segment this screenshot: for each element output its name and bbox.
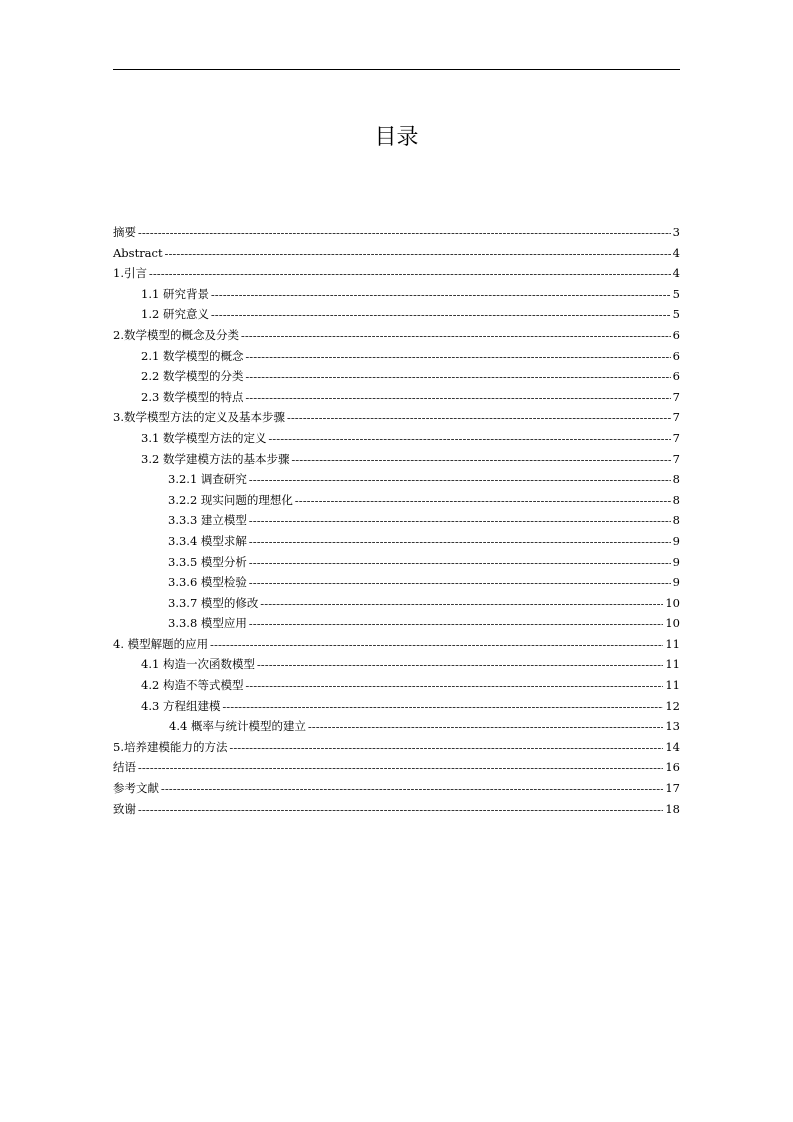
- toc-entry[interactable]: [113, 737, 680, 758]
- toc-entry-label: 3.3.3 建立模型: [168, 513, 247, 528]
- toc-leader-dashes: [287, 408, 671, 429]
- toc-page-number: 11: [665, 678, 680, 693]
- toc-leader-dashes: [165, 244, 671, 265]
- toc-entry-label: 5.培养建模能力的方法: [113, 739, 228, 754]
- toc-page-number: 4: [672, 245, 680, 260]
- toc-page-number: 8: [672, 492, 680, 507]
- toc-entry[interactable]: [113, 634, 680, 655]
- toc-entry[interactable]: [113, 243, 680, 264]
- toc-entry-label: 结语: [113, 760, 136, 775]
- toc-leader-dashes: [211, 305, 671, 326]
- toc-entry-label: 4.2 构造不等式模型: [141, 678, 244, 693]
- toc-entry[interactable]: [113, 263, 680, 284]
- toc-entry[interactable]: [113, 531, 680, 552]
- toc-entry-label: 3.3.5 模型分析: [168, 554, 247, 569]
- toc-page-number: 14: [665, 739, 680, 754]
- toc-page-number: 3: [672, 225, 680, 239]
- toc-page-number: 17: [665, 781, 680, 796]
- toc-leader-dashes: [249, 573, 671, 594]
- toc-entry[interactable]: [113, 346, 680, 367]
- toc-leader-dashes: [249, 614, 663, 635]
- toc-leader-dashes: [260, 594, 663, 615]
- toc-page-number: 7: [672, 410, 680, 425]
- toc-leader-dashes: [245, 676, 663, 697]
- toc-entry-label: 致谢: [113, 801, 136, 816]
- toc-leader-dashes: [291, 450, 670, 471]
- toc-entry-label: 3.2 数学建模方法的基本步骤: [141, 451, 290, 466]
- toc-entry[interactable]: [113, 696, 680, 717]
- toc-leader-dashes: [245, 388, 670, 409]
- toc-leader-dashes: [249, 470, 671, 491]
- toc-leader-dashes: [295, 491, 671, 512]
- toc-leader-dashes: [138, 223, 671, 244]
- toc-entry-label: 4.3 方程组建模: [141, 698, 221, 713]
- toc-entry-label: 3.3.7 模型的修改: [168, 595, 259, 610]
- toc-leader-dashes: [229, 738, 663, 759]
- toc-entry[interactable]: [113, 654, 680, 675]
- toc-entry[interactable]: [113, 304, 680, 325]
- toc-entry-label: 3.3.6 模型检验: [168, 575, 247, 590]
- toc-page-number: 6: [672, 369, 680, 384]
- toc-page-number: 4: [672, 266, 680, 281]
- toc-page-number: 7: [672, 389, 680, 404]
- toc-entry-label: 3.2.1 调查研究: [168, 472, 247, 487]
- toc-page-number: 11: [665, 636, 680, 651]
- toc-entry-label: 3.1 数学模型方法的定义: [141, 430, 267, 445]
- toc-entry[interactable]: [113, 799, 680, 820]
- toc-page-number: 5: [672, 286, 680, 301]
- toc-entry[interactable]: [113, 552, 680, 573]
- toc-entry-label: 2.数学模型的概念及分类: [113, 327, 239, 342]
- toc-entry[interactable]: [113, 490, 680, 511]
- toc-entry[interactable]: [113, 778, 680, 799]
- toc-page-number: 8: [672, 513, 680, 528]
- toc-page-number: 9: [672, 554, 680, 569]
- toc-entry-label: 4. 模型解题的应用: [113, 636, 209, 651]
- toc-entry[interactable]: [113, 222, 680, 243]
- toc-leader-dashes: [268, 429, 670, 450]
- toc-entry[interactable]: [113, 757, 680, 778]
- page-title: 目录: [374, 125, 419, 150]
- toc-page-number: 8: [672, 472, 680, 487]
- toc-leader-dashes: [257, 655, 663, 676]
- toc-page-number: 11: [665, 657, 680, 672]
- toc-entry-label: 3.2.2 现实问题的理想化: [168, 492, 293, 507]
- toc-entry[interactable]: [113, 284, 680, 305]
- toc-entry[interactable]: [113, 716, 680, 737]
- toc-leader-dashes: [210, 635, 663, 656]
- toc-leader-dashes: [211, 285, 671, 306]
- toc-leader-dashes: [241, 326, 671, 347]
- toc-entry-label: 3.数学模型方法的定义及基本步骤: [113, 410, 285, 425]
- toc-entry-label: 3.3.8 模型应用: [168, 616, 247, 631]
- toc-page-number: 7: [672, 430, 680, 445]
- toc-page-number: 9: [672, 533, 680, 548]
- toc-leader-dashes: [249, 511, 671, 532]
- toc-entry-label: 1.1 研究背景: [141, 286, 209, 301]
- toc-entry[interactable]: [113, 510, 680, 531]
- toc-entry[interactable]: [113, 449, 680, 470]
- toc-page-number: 13: [665, 719, 680, 734]
- toc-entry[interactable]: [113, 675, 680, 696]
- toc-entry[interactable]: [113, 469, 680, 490]
- toc-page-number: 12: [665, 698, 680, 713]
- toc-entry[interactable]: [113, 613, 680, 634]
- toc-leader-dashes: [161, 779, 663, 800]
- toc-page-number: 10: [665, 616, 680, 631]
- toc-page-number: 6: [672, 327, 680, 342]
- toc-page-number: 10: [665, 595, 680, 610]
- toc-entry[interactable]: [113, 387, 680, 408]
- header-rule: [113, 69, 680, 70]
- toc-leader-dashes: [149, 264, 671, 285]
- toc-entry-label: 2.1 数学模型的概念: [141, 348, 244, 363]
- toc-entry[interactable]: [113, 572, 680, 593]
- toc-leader-dashes: [249, 553, 671, 574]
- toc-entry[interactable]: [113, 593, 680, 614]
- toc-leader-dashes: [245, 367, 670, 388]
- toc-entry-label: 2.3 数学模型的特点: [141, 389, 244, 404]
- toc-leader-dashes: [222, 697, 663, 718]
- toc-entry-label: Abstract: [113, 245, 163, 260]
- toc-page-number: 6: [672, 348, 680, 363]
- toc-page-number: 5: [672, 307, 680, 322]
- toc-leader-dashes: [249, 532, 671, 553]
- toc-entry-label: 3.3.4 模型求解: [168, 533, 247, 548]
- toc-entry-label: 4.4 概率与统计模型的建立: [169, 719, 306, 734]
- toc-entry-label: 2.2 数学模型的分类: [141, 369, 244, 384]
- toc-page-number: 18: [665, 801, 680, 816]
- toc-leader-dashes: [308, 717, 663, 738]
- toc-entry-label: 参考文献: [113, 781, 159, 796]
- table-of-contents: [113, 222, 680, 819]
- toc-page-number: 9: [672, 575, 680, 590]
- toc-entry[interactable]: [113, 428, 680, 449]
- toc-entry[interactable]: [113, 325, 680, 346]
- toc-entry[interactable]: [113, 366, 680, 387]
- toc-page-number: 7: [672, 451, 680, 466]
- toc-leader-dashes: [245, 347, 670, 368]
- toc-leader-dashes: [138, 758, 663, 779]
- toc-leader-dashes: [138, 800, 663, 821]
- toc-entry-label: 1.2 研究意义: [141, 307, 209, 322]
- toc-entry-label: 1.引言: [113, 266, 147, 281]
- toc-entry-label: 4.1 构造一次函数模型: [141, 657, 255, 672]
- toc-entry-label: 摘要: [113, 225, 136, 239]
- toc-page-number: 16: [665, 760, 680, 775]
- toc-entry[interactable]: [113, 407, 680, 428]
